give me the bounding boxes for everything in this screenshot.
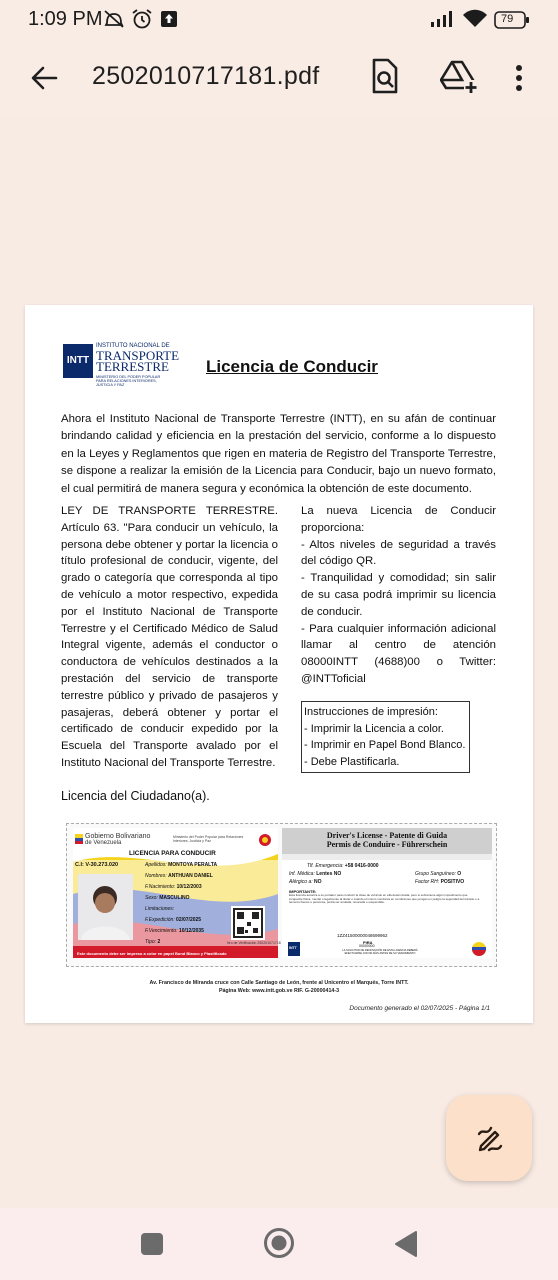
document-search-icon[interactable] [368, 58, 402, 101]
instruction-item: - Imprimir en Papel Bond Blanco. [304, 739, 466, 751]
pdf-page [25, 305, 533, 1023]
benefit-item: - Para cualquier información adicional llamar al centro de atención 08000INTT (4688)00 o Twitter: @INTToficial [301, 622, 496, 685]
benefit-item: - Tranquilidad y comodidad; sin salir de su casa podrá imprimir su licencia de conducir. [301, 572, 496, 618]
alarm-icon [131, 8, 153, 35]
file-name: 2502010717181.pdf [92, 62, 320, 90]
system-nav-bar [0, 1208, 558, 1280]
instructions-title: Instrucciones de impresión: [304, 706, 438, 718]
home-circle-icon[interactable] [263, 1227, 295, 1264]
print-instructions-box [301, 701, 470, 773]
upload-notification-icon [160, 10, 178, 33]
intt-logo: INTT INSTITUTO NACIONAL DE TRANSPORTE TERRESTRE MINISTERIO DEL PODER POPULAR PARA RELACIONES INTERIORES, JUSTICIA Y PAZ [63, 343, 167, 385]
instruction-item: - Imprimir la Licencia a color. [304, 722, 444, 735]
generated-date: Documento generado el 02/07/2025 - Página 1/1 [349, 1005, 490, 1012]
law-article-text: LEY DE TRANSPORTE TERRESTRE. Artículo 63. "Para conducir un vehículo, la persona debe obtener y portar la licencia o título profesional de conducir, vigente, del grado o categoría que corresponda al tipo de vehículo a motor respectivo, expedida por el Instituto Nacional de Transporte Terrestre y el Certificado Médico de Salud Integral vigente, además el conductor o conductora de vehículos destinados a la prestación del servicio de transporte terrestre público y privado de pasajeros y pasajeras, deberá obtener y portar el certificado de conducir expedido por la Escuela del Transporte avalado por el Instituto Nacional del Transporte Terrestre. [61, 505, 278, 769]
battery-level: 79 [501, 13, 514, 25]
benefit-item: - Altos niveles de seguridad a través del código QR. [301, 538, 496, 568]
status-time: 1:09 PM [28, 8, 103, 30]
intro-paragraph: Ahora el Instituto Nacional de Transporte Terrestre (INTT), en su afán de continuar brindando calidad y eficiencia en la prestación del servicio, conforme a lo dispuesto en la Leyes y Reglamentos que rigen en materia de Registro del Transporte Terrestre, se dispone a realizar la emisión de la Licencia para Conducir, bajo un nuevo formato, el cual permitirá de manera segura y económica la obtención de este documento. [61, 413, 496, 495]
intt-logo-badge: INTT [63, 344, 93, 378]
arrow-back-icon[interactable] [26, 60, 62, 96]
document-title: Licencia de Conducir [206, 357, 378, 376]
status-bar [0, 0, 558, 40]
add-to-drive-icon[interactable] [440, 60, 478, 99]
battery-icon [494, 10, 530, 35]
card-front-title: LICENCIA PARA CONDUCIR [129, 850, 216, 857]
signal-icon [430, 10, 456, 33]
license-card-image: Gobierno Bolivariano de Venezuela Ministerio del Poder Popular para Relaciones Interiores, Justicia y Paz LICENCIA PARA CONDUCIR C.I: V-30.273.020 Apellidos: MONTOYA PERALTA Nombres: ANTHUAN DANIEL F.Nacimiento: 10/12/2003 Sexo: MASCULINO Limitaciones: F.Expedición: 02/07/2025 F.Vencimiento: 10/12/2035 Tipo: 2 Nro de Verificación 250201071718 Este documento debe ser impreso a color en papel Bond Blanco y Plastificado Driver's License - Patente di Guida Permis de Conduire - Führerschein Tlf. Emergencia: +58 0416-0000 Inf. Médica: Lentes NO Alérgico a: NO Grupo Sanguíneo: O Factor RH: POSITIVO IMPORTANTE: Esta licencia autoriza a su portador para conducir la clase de vehículo en ella determinada, pero si sobreviene algún impedimento que incapacite física, mental o legalmente al titular o cuando el mismo conduzca en condiciones que pongan en peligro la seguridad del tránsito o a terceros bienes o personas, podrá ser anulada, revocada o suspendida. 1ZZ41500000048699962 PIRA 00000000 LA SOLICITUD DE RENOVACIÓN DE ESTA LICENCIA DEBERÁ EFECTUARSE CON 90 DÍAS ANTES DE SU VENCIMIENTO INTT [66, 823, 497, 967]
edit-annotate-icon [473, 1122, 505, 1159]
document-footer: Av. Francisco de Miranda cruce con Calle Santiago de León, frente al Unicentro el Marqués, Torre INTT. Página Web: www.intt.gob.ve RIF. G-20000414-3 [149, 980, 409, 994]
citizen-license-label: Licencia del Ciudadano(a). [61, 789, 210, 803]
recents-square-icon[interactable] [140, 1232, 164, 1261]
more-vert-icon[interactable] [514, 64, 524, 99]
do-not-disturb-icon [103, 9, 125, 34]
instruction-item: - Debe Plastificarla. [304, 755, 400, 768]
back-triangle-icon[interactable] [394, 1230, 418, 1263]
benefits-intro: La nueva Licencia de Conducir proporciona: [301, 505, 496, 534]
annotate-fab-button[interactable] [446, 1095, 532, 1181]
benefits-column [301, 503, 496, 688]
wifi-icon [462, 9, 488, 34]
top-app-bar [0, 40, 558, 118]
